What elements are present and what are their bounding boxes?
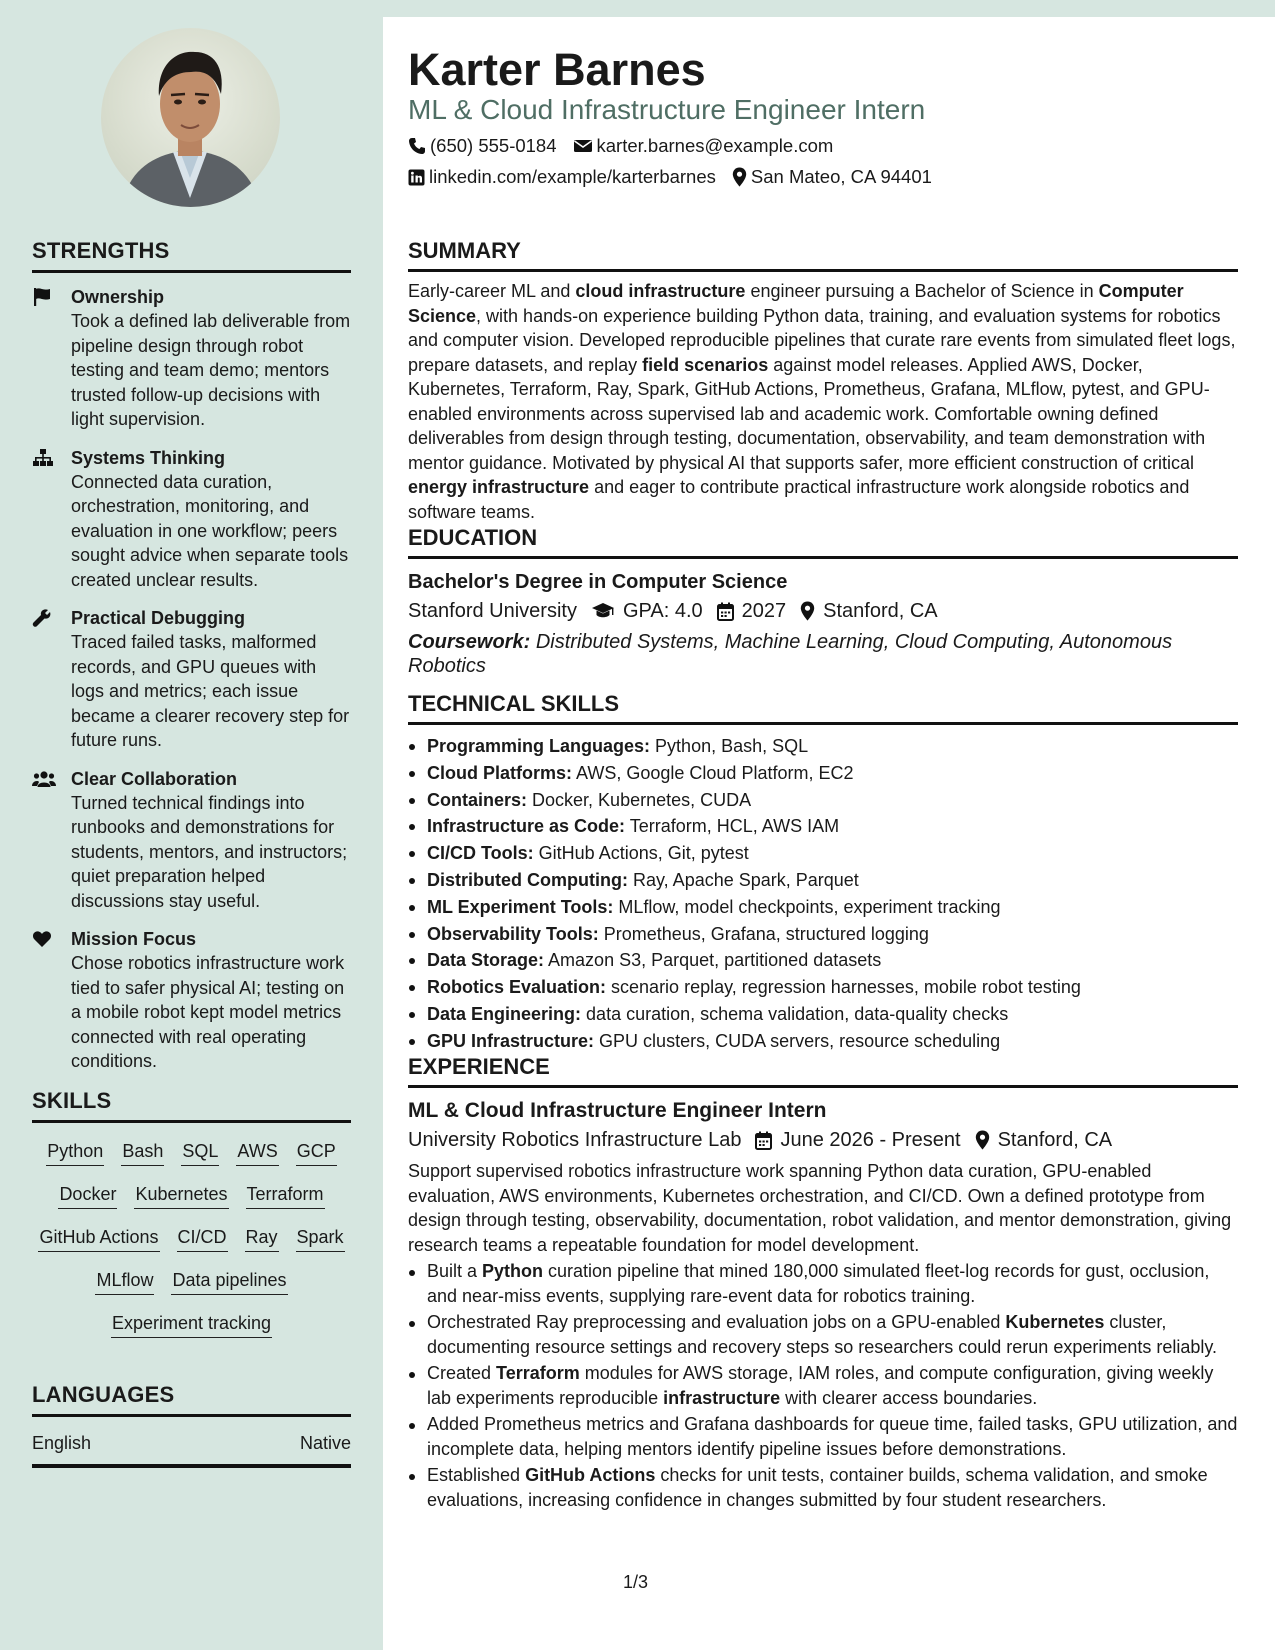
skill-chip: Ray [245, 1225, 279, 1252]
summary-keyword: Computer Science [408, 281, 1184, 326]
education-meta [408, 596, 1238, 626]
linkedin-url[interactable]: linkedin.com/example/karterbarnes [429, 166, 716, 187]
contact-row [408, 134, 833, 158]
bullet-keyword: infrastructure [663, 1387, 781, 1408]
summary-segment: Early-career ML and [408, 281, 576, 301]
list-item [408, 894, 1238, 921]
sidebar-content [32, 238, 351, 1468]
strength-item [32, 606, 351, 753]
strength-desc: Chose robotics infrastructure work tied to safer physical AI; testing on a mobile robot kept model metrics connected with real operating conditions. [71, 953, 345, 1071]
candidate-name: Karter Barnes [408, 44, 706, 95]
summary-keyword: cloud infrastructure [575, 281, 746, 301]
skill-category: Data Engineering: [427, 1003, 582, 1024]
skill-category: Infrastructure as Code: [427, 816, 626, 837]
education-section [408, 525, 1238, 678]
summary-section [408, 238, 1238, 524]
job-title: ML & Cloud Infrastructure Engineer Intern [408, 1099, 827, 1122]
skill-values: Terraform, HCL, AWS IAM [629, 816, 840, 837]
job-bullets [408, 1259, 1238, 1512]
page-number: 1/3 [623, 1572, 649, 1592]
graduation-year: 2027 [741, 600, 787, 622]
map-pin-icon [975, 1130, 990, 1150]
coursework-list: Distributed Systems, Machine Learning, Cloud Computing, Autonomous Robotics [408, 631, 1173, 677]
profile-photo [101, 28, 280, 207]
skill-category: GPU Infrastructure: [427, 1030, 595, 1051]
phone-icon [408, 137, 426, 155]
summary-text [408, 279, 1238, 524]
skills-chips [32, 1123, 351, 1338]
candidate-title: ML & Cloud Infrastructure Engineer Intern [408, 94, 926, 125]
summary-segment: engineer pursuing a Bachelor of Science in [745, 281, 1099, 301]
language-name: English [32, 1432, 92, 1453]
strength-title: Clear Collaboration [71, 768, 238, 789]
bullet-text: with clearer access boundaries. [780, 1387, 1038, 1408]
graduation-cap-icon [591, 602, 615, 620]
skill-category: Observability Tools: [427, 923, 599, 944]
strength-title: Mission Focus [71, 929, 197, 949]
education-heading: EDUCATION [408, 525, 1238, 559]
sidebar [0, 0, 383, 1650]
skill-values: Docker, Kubernetes, CUDA [532, 789, 752, 810]
skill-chip: Python [46, 1139, 104, 1166]
language-row [32, 1417, 351, 1468]
strength-title: Ownership [71, 287, 165, 307]
skill-values: Amazon S3, Parquet, partitioned datasets [548, 950, 882, 971]
list-item [408, 1259, 1238, 1308]
list-item [408, 813, 1238, 840]
list-item [408, 840, 1238, 867]
phone-contact [408, 134, 557, 158]
bullet-text: Added Prometheus metrics and Grafana dashboards for queue time, failed tasks, GPU utilization, and incomplete data, helping mentors identify pipeline issues before demonstrations. [427, 1414, 1238, 1459]
skill-chip: Docker [58, 1182, 117, 1209]
bullet-keyword: Kubernetes [1005, 1312, 1105, 1332]
strength-item [32, 285, 351, 432]
skill-values: Ray, Apache Spark, Parquet [633, 869, 859, 890]
summary-keyword: field scenarios [642, 354, 769, 375]
list-item [408, 1028, 1238, 1055]
strength-desc: Turned technical findings into runbooks and demonstrations for students, mentors, and instructors; quiet preparation helped discussions stay useful. [71, 792, 348, 911]
skill-category: Robotics Evaluation: [427, 977, 607, 998]
envelope-icon [573, 138, 593, 154]
skill-values: MLflow, model checkpoints, experiment tracking [618, 896, 1001, 917]
technical-skills-list [408, 733, 1238, 1055]
linkedin-contact[interactable] [408, 165, 716, 189]
bullet-text: cluster, documenting resource settings and recovery steps so researchers could rerun experiments reliably. [427, 1312, 1218, 1357]
skill-chip: Spark [296, 1225, 345, 1252]
gpa: GPA: 4.0 [622, 600, 703, 622]
skill-chip: SQL [181, 1139, 219, 1166]
coursework-label: Coursework: [408, 631, 531, 653]
bullet-text: Established [427, 1465, 526, 1485]
language-level: Native [299, 1432, 351, 1453]
job-description: Support supervised robotics infrastructure work spanning Python data curation, GPU-enabled evaluation, AWS environments, Kubernetes orchestration, and CI/CD. Own a defined prototype from design through testing, observability, documentation, robot validation, and mentor demonstration, giving research teams a repeatable foundation for model development. [408, 1161, 1232, 1255]
list-item [408, 974, 1238, 1001]
job-dates: June 2026 - Present [780, 1129, 961, 1151]
bullet-keyword: Terraform [496, 1363, 580, 1383]
strengths-heading: STRENGTHS [32, 238, 351, 273]
list-item [408, 787, 1238, 814]
sitemap-icon [32, 448, 54, 468]
bullet-text: Built a [427, 1261, 483, 1281]
strength-desc: Traced failed tasks, malformed records, and GPU queues with logs and metrics; each issue became a clearer recovery step for future runs. [71, 632, 350, 750]
skill-chip: GitHub Actions [38, 1225, 159, 1252]
strength-item [32, 446, 351, 593]
skill-category: Containers: [427, 789, 528, 810]
summary-keyword: energy infrastructure [408, 477, 590, 497]
skill-category: Programming Languages: [427, 736, 651, 756]
skill-chip: CI/CD [177, 1225, 228, 1252]
summary-segment: and eager to contribute practical infrastructure work alongside robotics and software teams. [408, 477, 1190, 522]
languages-heading: LANGUAGES [32, 1382, 351, 1417]
bullet-text: Created [427, 1363, 497, 1383]
skill-chip: AWS [236, 1139, 278, 1166]
skill-chip: Bash [121, 1139, 164, 1166]
contact-row [408, 165, 932, 189]
skill-chip: Experiment tracking [111, 1311, 272, 1338]
list-item [408, 1001, 1238, 1028]
school-location: Stanford, CA [823, 600, 938, 622]
summary-heading: SUMMARY [408, 238, 1238, 272]
skills-heading: SKILLS [32, 1088, 351, 1123]
email-address[interactable]: karter.barnes@example.com [596, 135, 834, 156]
skill-chip: MLflow [95, 1268, 154, 1295]
bullet-text: Orchestrated Ray preprocessing and evaluation jobs on a GPU-enabled [427, 1312, 1006, 1332]
job-meta [408, 1125, 1238, 1155]
phone-number: (650) 555-0184 [430, 135, 557, 156]
strengths-list [32, 285, 351, 1074]
strength-item [32, 927, 351, 1074]
school-name: Stanford University [408, 600, 577, 622]
skill-values: GitHub Actions, Git, pytest [538, 843, 749, 864]
list-item [408, 733, 1238, 760]
list-item [408, 867, 1238, 894]
email-contact[interactable] [573, 134, 834, 158]
skill-values: scenario replay, regression harnesses, mobile robot testing [611, 977, 1081, 998]
users-icon [32, 769, 54, 789]
skill-values: AWS, Google Cloud Platform, EC2 [576, 762, 854, 783]
list-item [408, 947, 1238, 974]
map-pin-icon [800, 601, 815, 621]
location-contact [732, 165, 932, 189]
map-pin-icon [732, 167, 747, 187]
list-item [408, 1310, 1238, 1359]
skill-category: ML Experiment Tools: [427, 896, 614, 917]
technical-skills-heading: TECHNICAL SKILLS [408, 691, 1238, 725]
bullet-keyword: GitHub Actions [525, 1465, 656, 1485]
heart-icon [32, 929, 54, 949]
flag-icon [32, 287, 54, 307]
summary-segment: , with hands-on experience building Python data, training, and evaluation systems for robotics and computer vision. Developed reproducible pipelines that curate rare events from simulated fleet logs, prepare datasets, and replay [408, 305, 1236, 375]
strength-title: Practical Debugging [71, 608, 246, 628]
bullet-text: checks for unit tests, container builds, schema validation, and smoke evaluations, increasing confidence in changes submitted by four student researchers. [427, 1465, 1208, 1510]
bullet-text: curation pipeline that mined 180,000 simulated fleet-log records for gust, occlusion, and near-miss events, supplying rare-event data for robotics training. [427, 1261, 1210, 1306]
employer: University Robotics Infrastructure Lab [408, 1129, 742, 1151]
skill-chip: Kubernetes [134, 1182, 228, 1209]
experience-section [408, 1054, 1238, 1514]
strength-desc: Took a defined lab deliverable from pipeline design through robot testing and team demo; mentors trusted follow-up decisions with light supervision. [71, 311, 351, 429]
calendar-icon [755, 1131, 772, 1150]
bullet-keyword: Python [482, 1261, 544, 1281]
skill-category: CI/CD Tools: [427, 843, 534, 864]
skill-chip: Terraform [246, 1182, 325, 1209]
coursework [408, 630, 1238, 678]
skill-values: GPU clusters, CUDA servers, resource scheduling [599, 1030, 1001, 1051]
skill-values: Prometheus, Grafana, structured logging [603, 923, 929, 944]
technical-skills-section [408, 691, 1238, 1055]
skill-category: Distributed Computing: [427, 869, 628, 890]
main-content [383, 17, 1275, 1650]
list-item [408, 921, 1238, 948]
bullet-text: modules for AWS storage, IAM roles, and compute configuration, giving weekly lab experiments reproducible [427, 1363, 1214, 1408]
strength-desc: Connected data curation, orchestration, monitoring, and evaluation in one workflow; peers sought advice when separate tools created unclear results. [71, 471, 349, 590]
skill-chip: GCP [296, 1139, 337, 1166]
skill-category: Cloud Platforms: [427, 762, 573, 783]
summary-segment: against model releases. Applied AWS, Docker, Kubernetes, Terraform, Ray, Spark, GitHub Actions, Prometheus, Grafana, MLflow, pytest, and GPU-enabled environments across supervised lab and academic work. Comfortable owning defined deliverables from design through testing, documentation, observability, and team demonstration with mentor guidance. Motivated by physical AI that supports safer, more efficient construction of critical [408, 354, 1210, 473]
strength-title: Systems Thinking [71, 447, 226, 468]
skill-values: Python, Bash, SQL [655, 736, 809, 756]
wrench-icon [32, 608, 54, 628]
calendar-icon [717, 602, 734, 621]
skill-values: data curation, schema validation, data-quality checks [586, 1003, 1009, 1024]
experience-heading: EXPERIENCE [408, 1054, 1238, 1088]
job-location: Stanford, CA [997, 1129, 1113, 1151]
location-text: San Mateo, CA 94401 [750, 166, 932, 187]
skill-category: Data Storage: [427, 950, 545, 971]
list-item [408, 1361, 1238, 1410]
list-item [408, 1412, 1238, 1461]
skill-chip: Data pipelines [171, 1268, 287, 1295]
degree: Bachelor's Degree in Computer Science [408, 571, 788, 593]
list-item [408, 760, 1238, 787]
list-item [408, 1463, 1238, 1512]
linkedin-icon [408, 169, 425, 186]
strength-item [32, 767, 351, 914]
